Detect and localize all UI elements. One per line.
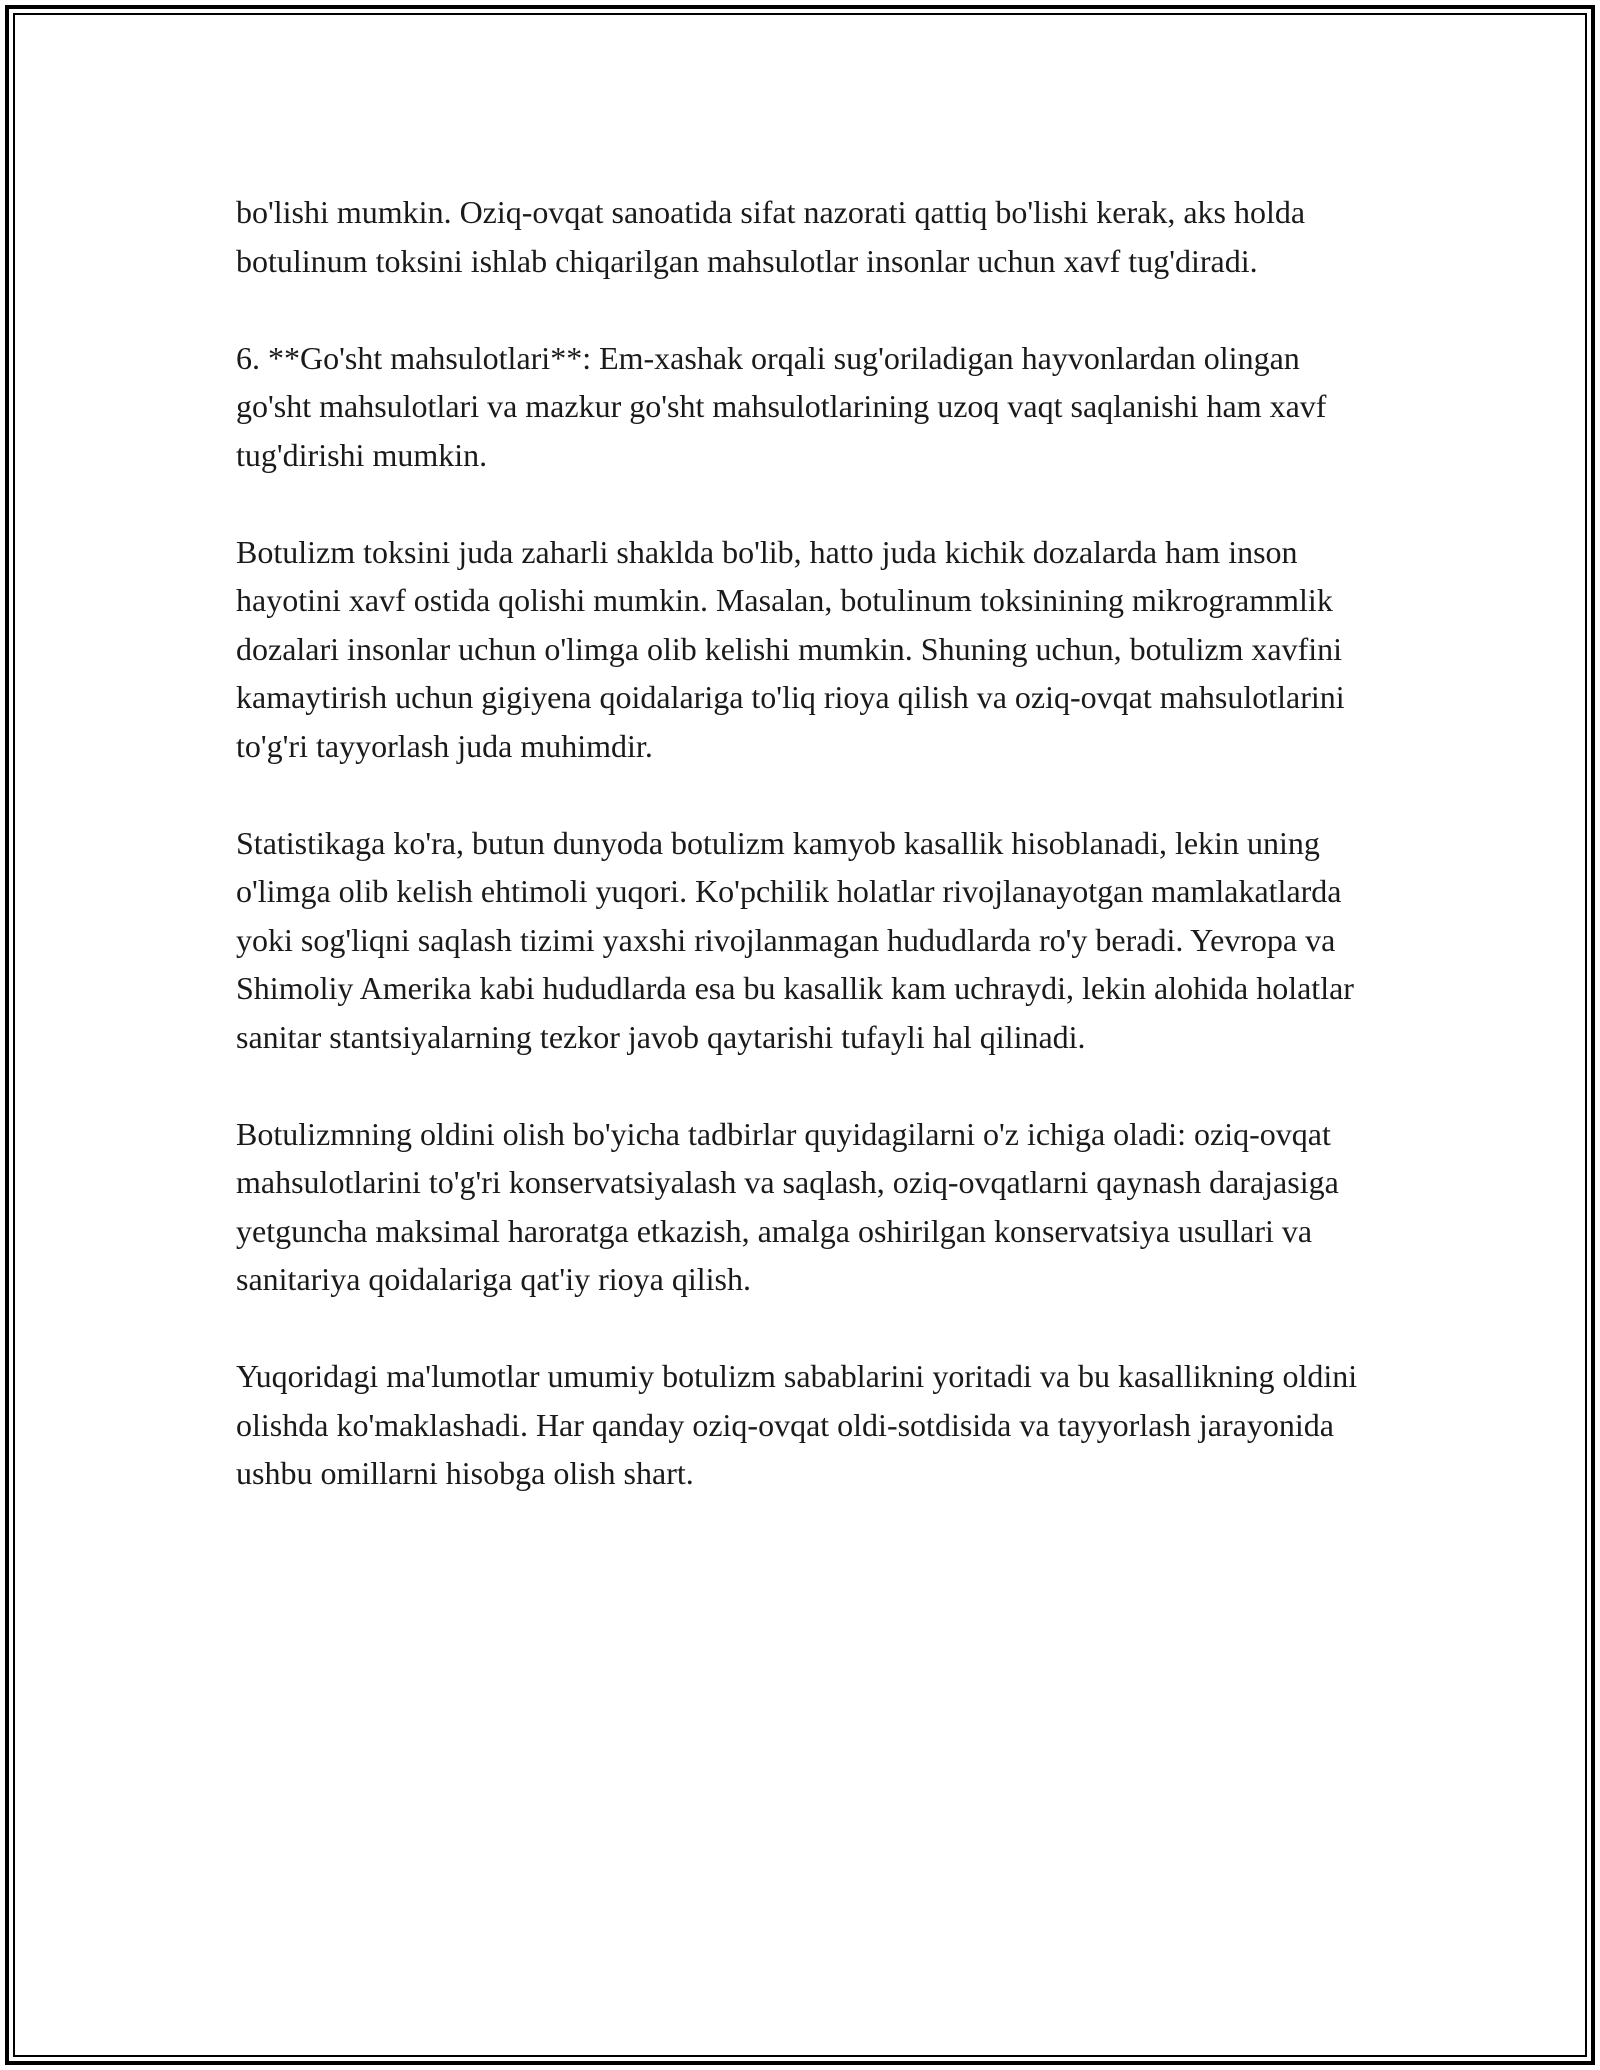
paragraph-conclusion: Yuqoridagi ma'lumotlar umumiy botulizm sabablarini yoritadi va bu kasallikning oldini olishda ko'maklashadi. Har qanday oziq-ovqat oldi-sotdisida va tayyorlash jarayonida ushbu omillarni hisobga olish shart.	[236, 1358, 1358, 1491]
paragraph-statistics: Statistikaga ko'ra, butun dunyoda botulizm kamyob kasallik hisoblanadi, lekin uning o'limga olib kelish ehtimoli yuqori. Ko'pchilik holatlar rivojlanayotgan mamlakatlarda yoki sog'liqni saqlash tizimi yaxshi rivojlanmagan hududlarda ro'y beradi. Yevropa va Shimoliy Amerika kabi hududlarda esa bu kasallik kam uchraydi, lekin alohida holatlar sanitar stantsiyalarning tezkor javob qaytarishi tufayli hal qilinadi.	[236, 824, 1354, 1055]
paragraph-prevention: Botulizmning oldini olish bo'yicha tadbirlar quyidagilarni o'z ichiga oladi: oziq-ovqat mahsulotlarini to'g'ri konservatsiyalash va saqlash, oziq-ovqatlarni qaynash darajasiga yetguncha maksimal haroratga etkazish, amalga oshirilgan konservatsiya usullari va sanitariya qoidalariga qat'iy rioya qilish.	[236, 1115, 1339, 1297]
paragraph-meat-products: 6. **Go'sht mahsulotlari**: Em-xashak orqali sug'oriladigan hayvonlardan olingan go'sht mahsulotlari va mazkur go'sht mahsulotlarining uzoq vaqt saqlanishi ham xavf tug'dirishi mumkin.	[236, 339, 1327, 473]
paragraph-food-industry-control: bo'lishi mumkin. Oziq-ovqat sanoatida sifat nazorati qattiq bo'lishi kerak, aks holda botulinum toksini ishlab chiqarilgan mahsulotlar insonlar uchun xavf tug'diradi.	[236, 194, 1306, 279]
paragraph-toxin-danger: Botulizm toksini juda zaharli shaklda bo'lib, hatto juda kichik dozalarda ham inson hayotini xavf ostida qolishi mumkin. Masalan, botulinum toksinining mikrogrammlik dozalari insonlar uchun o'limga olib kelishi mumkin. Shuning uchun, botulizm xavfini kamaytirish uchun gigiyena qoidalariga to'liq rioya qilish va oziq-ovqat mahsulotlarini to'g'ri tayyorlash juda muhimdir.	[236, 533, 1345, 764]
document-body	[236, 188, 1376, 1498]
